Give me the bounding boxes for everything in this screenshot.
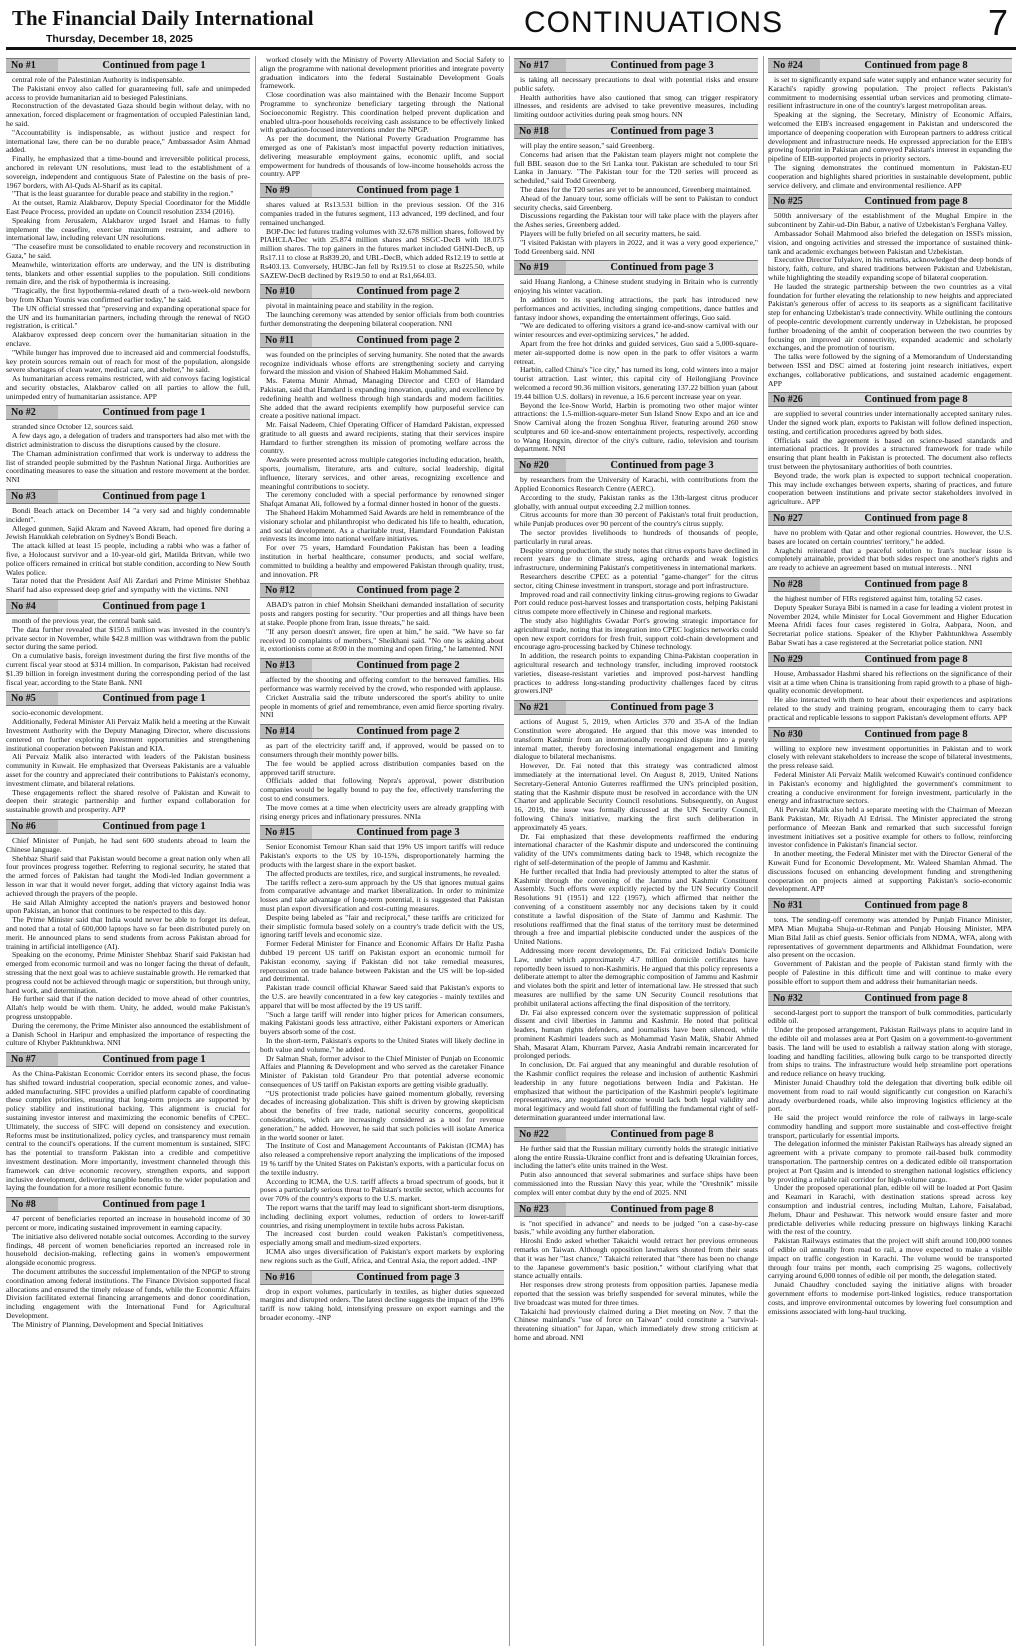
story xyxy=(768,652,1012,723)
story-number: No #30 xyxy=(768,728,820,741)
story-header xyxy=(768,511,1012,526)
story-paragraph: The fee would be applied across distribution companies based on the approved tariff structure. xyxy=(260,758,504,777)
story-paragraph: He also interacted with them to hear about their experiences and aspirations related to the study and training program, encouraging them to carry back practical and replicable lessons to support Pakistan's development efforts. APP xyxy=(768,695,1012,722)
story-paragraph: Takaichi had previously claimed during a Diet meeting on Nov. 7 that the Chinese mainland's "use of force on Taiwan" could constitute a "survival-threatening situation" for Japan, which immediately drew strong criticism at home and abroad. NNI xyxy=(514,1306,758,1342)
story-paragraph: On a cumulative basis, foreign investment during the first five months of the current fiscal year stood at $314 million. In comparison, Pakistan had received $1.39 billion in foreign investment during the corresponding period of the last fiscal year, according to the State Bank. NNI xyxy=(6,651,250,687)
story-header xyxy=(514,458,758,473)
story-number: No #11 xyxy=(260,334,312,347)
story xyxy=(768,727,1012,895)
story-paragraph: "I visited Pakistan with players in 2022, and it was a very good experience," Todd Greenberg said. NNI xyxy=(514,237,758,256)
story-paragraph: is taking all necessary precautions to deal with potential risks and ensure public safety. xyxy=(514,75,758,93)
story-paragraph: The UN official stressed that "preserving and expanding operational space for the UN and its humanitarian partners, including through the renewal of NGO registration, is critical." xyxy=(6,303,250,331)
story-paragraph: Araghchi reiterated that a peaceful solution to Iran's nuclear issue is completely attainable, provided that both sides respect one another's rights and are ready to achieve an agreement based on mutual interests. . NNI xyxy=(768,545,1012,573)
story-number: No #28 xyxy=(768,578,820,591)
story xyxy=(514,458,758,696)
story-paragraph: have no problem with Qatar and other regional countries. However, the U.S. bases are located on certain countries' territory," he added. xyxy=(768,528,1012,546)
story-paragraph: Senior Economist Temour Khan said that 19% US import tariffs will reduce Pakistan's exports to the US by 10-15%, disproportionately harming the products with the largest share in the export basket. xyxy=(260,842,504,869)
story-paragraph: The increased cost burden could weaken Pakistan's competitiveness, especially among small and medium-sized exporters. xyxy=(260,1229,504,1248)
story-header xyxy=(6,599,250,614)
story-paragraph: Alakbarov expressed deep concern over the humanitarian situation in the enclave. xyxy=(6,330,250,348)
continued-from-label: Continued from page 1 xyxy=(102,820,206,832)
story xyxy=(6,1052,250,1193)
story-paragraph: Despite strong production, the study notes that citrus exports have declined in recent years due to climate stress, aging orchards and weak logistics infrastructure, undermining Pakistan's competitiveness in international markets. xyxy=(514,545,758,573)
story xyxy=(6,819,250,1048)
story-paragraph: The signing demonstrates the continued momentum in Pakistan-EU cooperation and highlights shared priorities in sustainable development, public service delivery, and climate and environmental resilience. APP xyxy=(768,162,1012,190)
story-number: No #2 xyxy=(6,406,58,419)
story-header xyxy=(6,1052,250,1067)
continued-from-label: Continued from page 3 xyxy=(610,60,714,71)
story-paragraph: Researchers describe CPEC as a potential "game-changer" for the citrus sector, citing Chinese investment in transport, storage and port infrastructure. xyxy=(514,572,758,590)
story xyxy=(514,260,758,454)
story-header xyxy=(260,583,504,598)
story xyxy=(260,333,504,580)
story-header xyxy=(514,1127,758,1142)
story-header xyxy=(768,577,1012,592)
continued-from-label: Continued from page 8 xyxy=(864,992,968,1004)
story-paragraph: Hiroshi Endo asked whether Takaichi would retract her previous erroneous remarks on Taiwan. Although opposition lawmakers shouted from their seats that it was her "last chance," Takaichi reiterated that "there has been no change to the Japanese government's basic position," without clarifying what that stance actually entails. xyxy=(514,1236,758,1281)
story-paragraph: Addressing more recent developments, Dr. Fai criticized India's Domicile Law, under which approximately 4.7 million domicile certificates have reportedly been issued to non-Kashmiris. He argued that this policy represents a deliberate attempt to alter the demographic composition of Jammu and Kashmir and violates both the spirit and letter of international law. He stressed that such measures are nullified by the same UN Security Council resolutions that prohibit unilateral actions affecting the final disposition of the territory. xyxy=(514,945,758,1008)
continued-from-label: Continued from page 1 xyxy=(102,1199,206,1211)
column-1 xyxy=(6,56,250,1646)
continued-from-label: Continued from page 1 xyxy=(102,693,206,705)
story-number: No #4 xyxy=(6,600,58,613)
story-paragraph: The attack killed at least 15 people, including a rabbi who was a father of five, a Holocaust survivor and a 10-year-old girl, Matilda Britvan, while two police officers remained in critical but stable condition, according to New South Wales police. xyxy=(6,541,250,577)
continued-from-label: Continued from page 2 xyxy=(356,585,460,597)
continued-from-label: Continued from page 8 xyxy=(864,394,968,406)
story-paragraph: Health authorities have also cautioned that smog can trigger respiratory illnesses, and residents are advised to take preventive measures, including limiting outdoor activities during peak smog hours. NN xyxy=(514,92,758,120)
story-paragraph: Government of Pakistan and the people of Pakistan stand firmly with the people of Palestine in this difficult time and will continue to make every possible effort to support them and address their humanitarian needs. xyxy=(768,959,1012,986)
story-number: No #7 xyxy=(6,1053,58,1066)
story-paragraph: Officials said the agreement is based on science-based standards and international practices. It provides a structured framework for trade while ensuring that plant health in Pakistan is protected. The document also reflects trust between the phytosanitary authorities of both countries. xyxy=(768,435,1012,472)
story xyxy=(768,577,1012,648)
story-paragraph: The initiative also delivered notable social outcomes. According to the survey findings, 48 percent of women beneficiaries reported an increased role in household decision-making, reflecting gains in women's empowerment alongside economic progress. xyxy=(6,1231,250,1268)
story-header xyxy=(260,724,504,739)
story-paragraph: The Prime Minister said that India would never be able to forget its defeat, and noted that a total of 600,000 laptops have so far been distributed purely on merit. He announced plans to send students from across Pakistan abroad for training in artificial intelligence (AI). xyxy=(6,915,250,951)
continued-from-label: Continued from page 1 xyxy=(102,60,206,71)
story-number: No #5 xyxy=(6,692,58,705)
story-header xyxy=(260,658,504,673)
continued-from-label: Continued from page 2 xyxy=(356,660,460,672)
story xyxy=(260,583,504,654)
story-paragraph: the highest number of FIRs registered against him, totaling 52 cases. xyxy=(774,594,983,604)
story-number: No #22 xyxy=(514,1128,566,1141)
story-paragraph: are supplied to several countries under internationally accepted sanitary rules. Under the signed work plan, exports to Pakistan will follow defined inspection, testing, and certification procedures agreed by both sides. xyxy=(768,409,1012,436)
continued-from-label: Continued from page 1 xyxy=(102,407,206,419)
story-paragraph: The delegation informed the minister Pakistan Railways has already signed an agreement with a private company to promote rail-based bulk commodity transportation. The partnership centres on a dedicated edible oil transportation project at Port Qasim and is intended to strengthen national logistics efficiency by providing a reliable rail corridor for high-volume cargo. xyxy=(768,1139,1012,1184)
story xyxy=(260,658,504,720)
story-paragraph: ABAD's patron in chief Mohsin Sheikhani demanded installation of security posts and rangers posting for security. "Our properties and all things have been at stake. People phone from Iran, issue threats," he said. xyxy=(260,600,504,628)
story xyxy=(6,405,250,485)
story-paragraph: Ambassador Sohail Mahmood also briefed the delegation on ISSI's mission, vision, and ongoing activities and stressed the importance of sustained think-tank and academic exchanges between Pakistan and Uzbekistan. xyxy=(768,228,1012,256)
story-paragraph: socio-economic development. xyxy=(12,708,104,718)
story-paragraph: month of the previous year, the central bank said. xyxy=(12,616,162,626)
story-paragraph: willing to explore new investment opportunities in Pakistan and to work closely with relevant stakeholders to increase the scope of bilateral investments, the press release said. xyxy=(768,743,1012,771)
story xyxy=(260,183,504,280)
continued-from-label: Continued from page 2 xyxy=(356,334,460,346)
story-number: No #21 xyxy=(514,701,566,714)
story-header xyxy=(768,991,1012,1006)
story xyxy=(514,1202,758,1343)
story-paragraph: The Pakistani envoy also called for guaranteeing full, safe and unimpeded access to provide humanitarian aid to besieged Palestinians. xyxy=(6,83,250,102)
story-paragraph: BOP-Dec led futures trading volumes with 32.678 million shares, followed by PIAHCLA-Dec with 25.874 million shares and SSGC-DecB with 18.075 million shares. The top gainers in the futures market included GHNI-DecB, up Rs17.11 to close at Rs839.20, and UBL-DecB, which added Rs12.19 to settle at Rs403.13. Conversely, HUBC-Jan fell by Rs19.51 to close at Rs225.50, while SAZEW-DecB declined by Rs19.50 to end at Rs1,664.03. xyxy=(260,226,504,280)
story-paragraph: Bondi Beach attack on December 14 "a very sad and highly condemnable incident". xyxy=(6,506,250,524)
story-paragraph: Awards were presented across multiple categories including education, health, sports, journalism, literature, arts and culture, social leadership, digital influence, literary services, and other areas, recognizing excellence and meaningful contributions to society. xyxy=(260,455,504,491)
story-header xyxy=(768,194,1012,209)
story-number: No #32 xyxy=(768,992,820,1005)
story-paragraph: The launching ceremony was attended by senior officials from both countries further demonstrating the deepening bilateral cooperation. NNI xyxy=(260,310,504,328)
story-paragraph: House, Ambassador Hashmi shared his reflections on the significance of their visit at a time when China is transitioning from rapid growth to a phase of high-quality economic development. xyxy=(768,668,1012,696)
story-header xyxy=(6,1197,250,1212)
story-paragraph: Citrus accounts for more than 30 percent of Pakistan's total fruit production, while Punjab produces over 90 percent of the country's citrus supply. xyxy=(514,510,758,529)
story-paragraph: Concerns had arisen that the Pakistan team players might not complete the full BBL season due to the Sri Lanka tour. Pakistan are scheduled to tour Sri Lanka in January. "The Pakistan tour for the T20 series will proceed as scheduled," said Todd Greenberg. xyxy=(514,149,758,186)
story-paragraph: Alleged gunmen, Sajid Akram and Naveed Akram, had opened fire during a Jewish Hanukkah celebration on Sydney's Bondi Beach. xyxy=(6,523,250,542)
continued-from-label: Continued from page 3 xyxy=(610,125,714,137)
story-paragraph: Apart from the free hot drinks and guided services, Guo said a 5,000-square-meter air-supported dome is now open in the park to offer visitors a warm retreat. xyxy=(514,338,758,366)
story-paragraph: A few days ago, a delegation of traders and transporters had also met with the district administration to discuss the disruptions caused by the closure. xyxy=(6,431,250,450)
story-number: No #1 xyxy=(6,59,58,72)
story-paragraph: Executive Director Tulyakov, in his remarks, acknowledged the deep bonds of history, faith, culture, and shared traditions between Pakistan and Uzbekistan, while highlighting the steadily expanding scope of bilateral cooperation. xyxy=(768,255,1012,282)
story-paragraph: He further said that the Russian military currently holds the strategic initiative along the entire Russia-Ukraine conflict front and is defeating Ukrainian forces, including the latter's elite units trained in the West. xyxy=(514,1143,758,1171)
story xyxy=(768,194,1012,388)
story-paragraph: Pakistan trade council official Khawar Saeed said that Pakistan's exports to the U.S. are heavily concentrated in a few key categories - mainly textiles and apparel that will be most affected by the 19 US tariff. xyxy=(260,983,504,1010)
story-paragraph: "While hunger has improved due to increased aid and commercial foodstuffs, key protein sources remain out of reach for most of the population, alongside severe shortages of clean water, medical care, and shelter," he said. xyxy=(6,347,250,375)
story xyxy=(260,825,504,1265)
story-paragraph: These engagements reflect the shared resolve of Pakistan and Kuwait to deepen their strategic partnership and further expand collaboration for sustainable growth and prosperity. APP xyxy=(6,787,250,815)
story-number: No #6 xyxy=(6,820,58,833)
page-number: 7 xyxy=(987,2,1008,43)
column-divider xyxy=(763,56,764,1646)
story-header xyxy=(514,700,758,715)
story-paragraph: central role of the Palestinian Authority is indispensable. xyxy=(12,75,185,84)
story-paragraph: In another meeting, the Federal Minister met with the Director General of the Kuwait Fund for Economic Development, Mr. Waleed Shamlan Ahmad. The discussions focused on enhancing development funding and strengthening cooperation on projects aimed at supporting Pakistan's socio-economic development. APP xyxy=(768,849,1012,894)
story-header xyxy=(6,58,250,73)
story-paragraph: drop in export volumes, particularly in textiles, as higher duties squeezed margins and disrupted orders. The latest decline suggests the impact of the 19% tariff is now taking hold, intensifying pressure on export earnings and the broader economy. -INP xyxy=(260,1286,504,1323)
story-number: No #8 xyxy=(6,1198,58,1211)
story-paragraph: In addition, the research points to expanding China-Pakistan cooperation in agricultural research and technology transfer, including improved rootstock varieties, disease-resistant varieties and improved post-harvest handling practices to address long-standing productivity challenges faced by citrus growers.INP xyxy=(514,651,758,696)
story-paragraph: tons. The sending-off ceremony was attended by Punjab Finance Minister, MPA Mian Mujtaba Shuja-ur-Rehman and Punjab Housing Minister, MPA Mian Bilal Jalil as chief guests. Senior officials from NDMA, WFA, along with representatives of government departments and Alkhidmat Foundation, were also present on the occasion. xyxy=(768,915,1012,960)
story-header xyxy=(260,1270,504,1285)
story-number: No #27 xyxy=(768,512,820,525)
story xyxy=(260,1270,504,1323)
story-header xyxy=(6,691,250,706)
story-paragraph: "Accountability is indispensable, as without justice and respect for international law, there can be no durable peace," Ambassador Asim Ahmad added. xyxy=(6,127,250,155)
story-paragraph: Despite being labeled as "fair and reciprocal," these tariffs are criticized for their simplistic formula based solely on a country's trade deficit with the US, ignoring tariff levels and economic size. xyxy=(260,912,504,940)
story-paragraph: Close coordination was also maintained with the Benazir Income Support Programme to synchronize beneficiary targeting through the National Socioeconomic Registry. This coordination helped prevent duplication and enabled ultra-poor households receiving cash assistance to be effectively linked with graduation-focused interventions under the NPGP. xyxy=(260,90,504,135)
story-paragraph: Ali Pervaiz Malik also held a separate meeting with the Chairman of Meezan Bank Pakistan, Mr. Riyadh Al Edrissi. The Minister appreciated the strong performance of Meezan Bank and remarked that such successful foreign investment initiatives set a positive example for others to follow, reinforcing investor confidence in Pakistan's financial sector. xyxy=(768,805,1012,850)
story-number: No #12 xyxy=(260,584,312,597)
continued-from-label: Continued from page 8 xyxy=(864,196,968,208)
newspaper-name: The Financial Daily International xyxy=(12,6,314,30)
story-number: No #10 xyxy=(260,285,312,298)
story-header xyxy=(514,1202,758,1217)
story-number: No #14 xyxy=(260,725,312,738)
story-header xyxy=(6,405,250,420)
story-paragraph: Dr. Fai emphasized that these developments reaffirmed the enduring international character of the Kashmir dispute and underscored the continuing validity of the UN's commitments dating back to 1948, which recognize the right of self-determination of the people of Jammu and Kashmir. xyxy=(514,831,758,867)
story-paragraph: "US protectionist trade policies have gained momentum globally, reversing decades of increasing globalization. This shift is driven by growing skepticism about the benefits of free trade, national security concerns, geopolitical considerations, which are increasingly considered as a tool for revenue generation," he added. However, he said that such policies will isolate America in the world sooner or later. xyxy=(260,1088,504,1142)
story-paragraph: Putin also announced that several submarines and surface ships have been commissioned into the Russian Navy this year, while the "Oreshnik" missile complex will enter combat duty by the end of 2025. NNI xyxy=(514,1170,758,1197)
continued-from-label: Continued from page 3 xyxy=(610,702,714,714)
story-paragraph: Federal Minister Ali Pervaiz Malik welcomed Kuwait's continued confidence in Pakistan's economy and highlighted the government's commitment to creating a conducive environment for foreign investment, particularly in the energy and infrastructure sectors. xyxy=(768,770,1012,806)
story-paragraph: Under the proposed operational plan, edible oil will be loaded at Port Qasim and Keamari in Karachi, with destination stations spread across key consumption and industrial centres, including Multan, Lahore, Faisalabad, Jhelum, Dhaur and Peshawar. This network would ensure faster and more predictable deliveries while reducing pressure on highways linking Karachi with the rest of the country. xyxy=(768,1183,1012,1237)
story-paragraph: affected by the shooting and offering comfort to the bereaved families. His performance was warmly received by the crowd, who responded with applause. xyxy=(260,675,504,694)
story-paragraph: Reconstruction of the devastated Gaza should begin without delay, with no annexation, forced displacement or fragmentation of occupied Palestinian land, he said. xyxy=(6,101,250,128)
story-paragraph: Beyond the Ice-Snow World, Harbin is promoting two other major winter attractions: the 1.5-million-square-meter Sun Island Snow Expo and an ice and Snow Carnival along the frozen Songhua River, featuring around 260 snow sculptures and 60 ice-and-snow entertainment projects, respectively, according to Wang Hongxin, director of the city's culture, radio, television and tourism department. NNI xyxy=(514,400,758,454)
story-paragraph: "We are dedicated to offering visitors a grand ice-and-snow carnival with our winter resources and ever-optimizing services," he added. xyxy=(514,321,758,340)
story-paragraph: Officials added that following Nepra's approval, power distribution companies would be legally bound to pay the fee, effectively transferring the cost to end consumers. xyxy=(260,776,504,803)
column-divider xyxy=(255,56,256,1646)
story-number: No #23 xyxy=(514,1203,566,1216)
story xyxy=(260,284,504,328)
story-paragraph: Ms. Fatema Munir Ahmad, Managing Director and CEO of Hamdard Pakistan, said that Hamdard is expanding innovation, quality, and excellence by redefining health and wellness through high standards and modern facilities. She added that the award recipients exemplify how purposeful service can create a positive national impact. xyxy=(260,376,504,421)
story-paragraph: However, Dr. Fai noted that this strategy was contradicted almost immediately at the international level. On August 8, 2019, United Nations Secretary-General Antonio Guterres reaffirmed the UN's principled position, stating that the Kashmir dispute must be resolved in accordance with the UN Charter and applicable Security Council resolutions. Subsequently, on August 16, 2019, the issue was formally discussed at the UN Security Council, following China's initiative, marking the first such deliberation in approximately 45 years. xyxy=(514,761,758,832)
continued-from-label: Continued from page 1 xyxy=(102,601,206,613)
story-paragraph: ICMA also urges diversification of Pakistan's export markets by exploring new regions such as the Gulf, Africa, and Central Asia, the report added. -INP xyxy=(260,1247,504,1265)
story-paragraph: as part of the electricity tariff and, if approved, would be passed on to consumers through their monthly power bills. xyxy=(260,741,504,759)
story-header xyxy=(768,727,1012,742)
column-4 xyxy=(768,56,1012,1646)
story-paragraph: stranded since October 12, sources said. xyxy=(12,422,134,432)
article-columns xyxy=(6,56,1016,1646)
story-paragraph: The talks were followed by the signing of a Memorandum of Understanding between ISSI and DSC aimed at fostering joint research initiatives, expert exchanges, collaborative publications, and sustained academic engagement. APP xyxy=(768,352,1012,388)
story-header xyxy=(260,183,504,198)
story-paragraph: Under the proposed arrangement, Pakistan Railways plans to acquire land in the edible oil and molasses area at Port Qasim on a government-to-government basis. The land will be used to establish a railway station along with storage, loading and handling facilities, allowing bulk cargo to be transported directly from ships to trains. The infrastructure would help streamline port operations and reduce reliance on heavy trucking. xyxy=(768,1025,1012,1079)
continued-from-label: Continued from page 8 xyxy=(864,900,968,912)
story-paragraph: He further said that if the nation decided to move ahead of other countries, Allah's help would be with them. Unity, he added, would make Pakistan's progress unstoppable. xyxy=(6,994,250,1021)
story-paragraph: He said the project would reinforce the role of railways in large-scale commodity handling and support more sustainable and cost-effective freight transport, particularly for essential imports. xyxy=(768,1113,1012,1140)
story-paragraph: As humanitarian access remains restricted, with aid convoys facing logistical and security obstacles, Alakbarov called on all parties to allow the full, unimpeded entry of humanitarian assistance. APP xyxy=(6,374,250,401)
story-header xyxy=(768,898,1012,913)
story-paragraph: Meanwhile, winterization efforts are underway, and the UN is distributing tents, blankets and other essential supplies to the population. Still conditions remain dire, and the risk of hypothermia is increasing. xyxy=(6,259,250,287)
story-paragraph: "If any person doesn't answer, fire open at him," he said. "We have so far received 10 complaints of members," Sheikhani said. "No one is asking about it, extortionists come at 8:00 in the morning and open firing," he lamented. NNI xyxy=(260,626,504,654)
story xyxy=(260,724,504,821)
story-paragraph: 47 percent of beneficiaries reported an increase in household income of 30 percent or more, indicating sustained improvement in earning capacity. xyxy=(6,1214,250,1233)
story-header xyxy=(768,392,1012,407)
story-header xyxy=(260,284,504,299)
story-number: No #13 xyxy=(260,659,312,672)
story-paragraph: He lauded the strategic partnership between the two countries as a vital foundation for further elevating the relationship to new heights and appreciated Pakistan's generous offer of access to its seaports as a significant facilitative step for enhancing Uzbekistan's trade connectivity. While outlining the contours of people-centric development currently underway in Uzbekistan, he proposed further broadening of the ambit of cooperation between the two countries by focusing on improved air connectivity, expanded academic and scholarly exchanges, and the promotion of tourism. xyxy=(768,281,1012,353)
story-paragraph: by researchers from the University of Karachi, with contributions from the Applied Economics Research Centre (AERC). xyxy=(514,475,758,494)
column-3 xyxy=(514,56,758,1646)
story xyxy=(6,489,250,595)
story-paragraph: Finally, he emphasized that a time-bound and irreversible political process, anchored in relevant UN resolutions, must lead to the establishment of a sovereign, independent and contiguous State of Palestine on the basis of pre-1967 borders, with Al-Quds Al-Sharif as its capital. xyxy=(6,154,250,190)
story-paragraph: Ali Pervaiz Malik also interacted with leaders of the Pakistan business community in Kuwait. He emphasized that Overseas Pakistanis are a valuable asset for the country and appreciated their contributions to Pakistan's economy, investment climate, and bilateral relations. xyxy=(6,752,250,788)
story-paragraph: According to ICMA, the U.S. tariff affects a broad spectrum of goods, but it poses a particularly serious threat to Pakistan's textile sector, which accounts for over 70% of the country's exports to the U.S. market. xyxy=(260,1176,504,1204)
continued-from-label: Continued from page 2 xyxy=(356,726,460,738)
continued-from-label: Continued from page 8 xyxy=(864,728,968,740)
story-paragraph: The document attributes the successful implementation of the NPGP to strong coordination among federal institutions. The Finance Division supported fiscal allocations and ensured the timely release of funds, while the Economic Affairs Division facilitated external financing arrangements and donor coordination, including engagement with the International Fund for Agricultural Development. xyxy=(6,1267,250,1321)
story-paragraph: During the ceremony, the Prime Minister also announced the establishment of a Danish School in Haripur and emphasized the importance of respecting the culture of Khyber Pakhtunkhwa. NNI xyxy=(6,1020,250,1048)
story-paragraph: In the short-term, Pakistan's exports to the United States will likely decline in both value and volume," he added. xyxy=(260,1035,504,1054)
story-number: No #24 xyxy=(768,59,820,72)
story-paragraph: The sector provides livelihoods to hundreds of thousands of people, particularly in rural areas. xyxy=(514,528,758,546)
story-paragraph: Improved road and rail connectivity linking citrus-growing regions to Gwadar Port could reduce post-harvest losses and transportation costs, helping Pakistani citrus compete more effectively in Chinese and regional markets. xyxy=(514,589,758,617)
story-paragraph: The Shaheed Hakim Mohammed Said Awards are held in remembrance of the visionary scholar and philanthropist who dedicated his life to health, education, and social development. As a charitable trust, Hamdard Foundation Pakistan reinvests its income into national welfare initiatives. xyxy=(260,508,504,544)
story xyxy=(514,700,758,1123)
story-paragraph: Discussions regarding the Pakistan tour will take place with the players after the Ashes series, Greenberg added. xyxy=(514,211,758,230)
story-paragraph: The Ministry of Planning, Development and Special Initiatives xyxy=(12,1319,204,1329)
story-header xyxy=(514,260,758,275)
continued-from-label: Continued from page 3 xyxy=(356,827,460,839)
story xyxy=(260,56,504,179)
story-number: No #15 xyxy=(260,826,312,839)
story-paragraph: is set to significantly expand safe water supply and enhance water security for Karachi's rapidly growing population. The project reflects Pakistan's commitment to modernising essential urban services and promoting climate-resilient infrastructure in one of the country's largest metropolitan areas. xyxy=(768,75,1012,111)
column-divider xyxy=(509,56,510,1646)
story-paragraph: Cricket Australia said the tribute underscored the sport's ability to unite people in moments of grief and remembrance, even amid fierce sporting rivalry. NNI xyxy=(260,692,504,720)
story-paragraph: Mr. Faisal Nadeem, Chief Operating Officer of Hamdard Pakistan, expressed gratitude to all guests and award recipients, stating that their services inspire Hamdard to further strengthen its mission of promoting welfare across the country. xyxy=(260,420,504,456)
story-paragraph: The study also highlights Gwadar Port's growing strategic importance for agricultural trade, noting that its integration into CPEC logistics networks could open new export corridors for fresh fruit, support cold-chain development and encourage agro-processing backed by Chinese technology. xyxy=(514,616,758,652)
continued-from-label: Continued from page 1 xyxy=(356,185,460,197)
story-paragraph: Shehbaz Sharif said that Pakistan would become a great nation only when all four provinces progress together. Referring to regional security, he stated that the armed forces of Pakistan had taught the Modi-led Indian government a lesson in war that it would never forget, adding that victory against India was achieved through the prayers of the people. xyxy=(6,853,250,898)
section-title: CONTINUATIONS xyxy=(524,6,784,39)
story-number: No #17 xyxy=(514,59,566,72)
story-paragraph: Pakistan Railways estimates that the project will shift around 100,000 tonnes of edible oil annually from road to rail, a move expected to make a visible impact on traffic congestion in Karachi. The volume would be transported through four trains per month, each comprising 25 wagons, collectively carrying around 6,000 tonnes of edible oil per month, the delegation stated. xyxy=(768,1236,1012,1281)
story-number: No #3 xyxy=(6,490,58,503)
story xyxy=(768,58,1012,190)
continued-from-label: Continued from page 8 xyxy=(610,1203,714,1215)
story-paragraph: The move comes at a time when electricity users are already grappling with rising energy prices and inflationary pressures. NNIa xyxy=(260,802,504,821)
story xyxy=(768,991,1012,1317)
story-header xyxy=(6,819,250,834)
story-paragraph: Speaking from Jerusalem, Alakbarov urged Israel and Hamas to fully implement the ceasefire, exercise maximum restraint, and adhere to international law, including relevant UN resolutions. xyxy=(6,215,250,243)
story-paragraph: "Tragically, the first hypothermia-related death of a two-week-old newborn boy from Khan Younis was confirmed earlier today," he said. xyxy=(6,286,250,304)
story-paragraph: Harbin, called China's "ice city," has turned its long, cold winters into a major tourist attraction. Last winter, this capital city of Heilongjiang Province welcomed a record 90.36 million visitors, generating 137.22 billion yuan (about 19.44 billion U.S. dollars) in revenue, a 16.6 percent increase year on year. xyxy=(514,365,758,401)
story-paragraph: was founded on the principles of serving humanity. She noted that the awards recognize individuals whose efforts are strengthening society and carrying forward the mission and vision of Shaheed Hakim Mohammed Said. xyxy=(260,349,504,377)
story-paragraph: Speaking on the economy, Prime Minister Shehbaz Sharif said Pakistan had emerged from economic turmoil and was no longer facing the threat of default, stressing that the next goal was to achieve sustainable growth. He remarked that progress could not be achieved through magic or superstition, but through unity, hard work, and determination. xyxy=(6,950,250,995)
story xyxy=(514,1127,758,1198)
story-number: No #29 xyxy=(768,653,820,666)
story xyxy=(768,511,1012,573)
story-paragraph: The Chaman administration confirmed that work is underway to address the list of stranded people submitted by the Pashtun National Jirga. Authorities are coordinating measures to ease the situation and restore movement at the border. NNI xyxy=(6,448,250,485)
story-paragraph: will play the entire season," said Greenberg. xyxy=(520,140,655,150)
story-header xyxy=(768,652,1012,667)
story-paragraph: At the outset, Ramiz Alakbarov, Deputy Special Coordinator for the Middle East Peace Process, provided an update on Council resolution 2334 (2016). xyxy=(6,198,250,216)
continued-from-label: Continued from page 8 xyxy=(864,513,968,525)
story-paragraph: shares valued at Rs13.531 billion in the previous session. Of the 316 companies traded in the futures segment, 113 advanced, 199 declined, and four remained unchanged. xyxy=(260,200,504,227)
story-number: No #16 xyxy=(260,1271,312,1284)
story-paragraph: Speaking at the signing, the Secretary, Ministry of Economic Affairs, welcomed the EIB's increased engagement in Pakistan and underscored the importance of deepening cooperation with European partners to address critical development and infrastructure needs. He expressed appreciation for the EIB's growing footprint in Pakistan and conveyed Pakistan's interest in expanding the pipeline of EIB-supported projects in priority sectors. xyxy=(768,110,1012,164)
story-header xyxy=(514,58,758,73)
story-paragraph: The report warns that the tariff may lead to significant short-term disruptions, including declining export volumes, reduction of orders to lower-tariff countries, and rising unemployment in textile hubs across Pakistan. xyxy=(260,1203,504,1230)
story-paragraph: In conclusion, Dr. Fai argued that any meaningful and durable resolution of the Kashmir conflict requires the release and inclusion of authentic Kashmiri leadership in any future negotiations between India and Pakistan. He emphasized that without the participation of the Kashmiri people's legitimate representatives, any negotiated outcome would lack both legal validity and moral legitimacy and would fall short of fulfilling the fundamental right of self-determination guaranteed under international law. xyxy=(514,1060,758,1123)
story-paragraph: "That is the least guarantee for durable peace and stability in the region." xyxy=(12,189,234,199)
story-paragraph: is "not specified in advance" and needs to be judged "on a case-by-case basis," while avoiding any further elaboration. xyxy=(514,1218,758,1237)
story-number: No #26 xyxy=(768,393,820,406)
story-paragraph: He further recalled that India had previously attempted to alter the status of Kashmir through the convening of the Jammu and Kashmir Constituent Assembly. Such efforts were explicitly rejected by the UN Security Council Resolutions 91 (1951) and 122 (1957), which affirmed that neither the convening of a constituent assembly nor any decisions taken by it could constitute a lawful disposition of the State of Jammu and Kashmir. The resolutions reaffirmed that the final status of the territory must be determined through a free and impartial plebiscite conducted under the auspices of the United Nations. xyxy=(514,866,758,947)
story-number: No #20 xyxy=(514,459,566,472)
story-paragraph: As per the document, the National Poverty Graduation Programme has emerged as one of Pakistan's most impactful poverty reduction initiatives, delivering measurable employment gains, economic uplift, and social empowerment for hundreds of thousands of low-income households across the country. APP xyxy=(260,134,504,179)
story xyxy=(514,58,758,120)
story-paragraph: Chief Minister of Punjab, he had sent 600 students abroad to learn the Chinese language. xyxy=(6,835,250,854)
continued-from-label: Continued from page 3 xyxy=(610,460,714,472)
story-number: No #9 xyxy=(260,184,312,197)
continued-from-label: Continued from page 2 xyxy=(356,286,460,298)
masthead xyxy=(0,0,1022,50)
continued-from-label: Continued from page 8 xyxy=(610,1128,714,1140)
story-paragraph: In addition to its sparkling attractions, the park has introduced new performances and activities, including singing competitions, dance battles and fantasy indoor shows, expanding the entertainment offerings, Guo said. xyxy=(514,294,758,322)
story xyxy=(6,58,250,401)
story-paragraph: The Institute of Cost and Management Accountants of Pakistan (ICMA) has also released a comprehensive report analyzing the implications of the imposed 19 % tariff by the United States on Pakistan's exports, with a particular focus on the textile industry. xyxy=(260,1141,504,1177)
story xyxy=(768,898,1012,986)
story-header xyxy=(260,825,504,840)
story-paragraph: The affected products are textiles, rice, and surgical instruments, he revealed. xyxy=(266,868,501,878)
continued-from-label: Continued from page 1 xyxy=(102,1054,206,1066)
story-paragraph: Additionally, Federal Minister Ali Pervaiz Malik held a meeting at the Kuwait Investment Authority with the Deputy Managing Director, where discussions centered on further exploring investment opportunities and strengthening institutional cooperation between Pakistan and KIA. xyxy=(6,717,250,753)
story-paragraph: Beyond trade, the work plan is expected to support technical cooperation. This may include exchanges between experts, sharing of practices, and future cooperation between institutions and private sector stakeholders involved in agriculture.. APP xyxy=(768,470,1012,507)
story-paragraph: Deputy Speaker Suraya Bibi is named in a case for leading a violent protest in November 2024, while Minister for Local Government and Higher Education Meena Afridi faces four cases registered in Golra, Aabpara, Noon, and Secretariat police stations. Speaker of the Khyber Pakhtunkhwa Assembly Babar Swati has a case registered at the Secretariat police station. NNI xyxy=(768,602,1012,648)
story-number: No #18 xyxy=(514,125,566,138)
story-paragraph: 500th anniversary of the establishment of the Mughal Empire in the subcontinent by Zahir-ud-Din Babur, a native of Uzbekistan's Ferghana Valley. xyxy=(768,211,1012,230)
issue-date: Thursday, December 18, 2025 xyxy=(46,33,193,45)
story-paragraph: Tarar noted that the President Asif Ali Zardari and Prime Minister Shehbaz Sharif had also expressed deep grief and sympathy with the victims. NNI xyxy=(6,576,250,595)
story-paragraph: Dr. Fai also expressed concern over the systematic suppression of political dissent and civil liberties in Jammu and Kashmir. He noted that political leaders, human rights defenders, and journalists have been silenced, while prominent Kashmiri leaders such as Mohammad Yasin Malik, Shabir Ahmed Shah, Masarat Alam, Khurram Parvez, Aasia Andrabi remain incarcerated for prolonged periods. xyxy=(514,1007,758,1061)
continued-from-label: Continued from page 8 xyxy=(864,579,968,591)
story-paragraph: Former Federal Minister for Finance and Economic Affairs Dr Hafiz Pasha dubbed 19 percent US tariff on Pakistan export an economic turmoil for Pakistan economy, saying if Pakistan did not take remedial measures, repercussion on trade balance between Pakistan and the US will be lop-sided and detrimental. xyxy=(260,939,504,984)
story-number: No #19 xyxy=(514,261,566,274)
story-paragraph: The ceremony concluded with a special performance by renowned singer Shafqat Amanat Ali, followed by a formal dinner hosted in honor of the guests. xyxy=(260,490,504,509)
story-paragraph: Junaid Chaudhry concluded saying the initiative aligns with broader government efforts to modernise port-linked logistics, reduce transportation costs, and improve environmental outcomes by lowering fuel consumption and emissions associated with long-haul trucking. xyxy=(768,1280,1012,1316)
continued-from-label: Continued from page 8 xyxy=(864,60,968,71)
story-paragraph: The dates for the T20 series are yet to be announced, Greenberg maintained. xyxy=(520,184,752,194)
continued-from-label: Continued from page 8 xyxy=(864,653,968,665)
story-paragraph: According to the study, Pakistan ranks as the 13th-largest citrus producer globally, with annual output exceeding 2.2 million tonnes. xyxy=(514,492,758,511)
story-header xyxy=(6,489,250,504)
story-paragraph: As the China-Pakistan Economic Corridor enters its second phase, the focus has shifted toward industrial cooperation, special economic zones, and value-added manufacturing. SIFC provides a unified platform capable of coordinating these complex priorities, ensuring that long-term projects are supported by policy stability and institutional backing. This alignment is crucial for sustaining investor interest and maximizing the economic benefits of CPEC. Ultimately, the success of SIFC will depend on consistency and execution. Reforms must be institutionalized, policy cycles, and transparency must remain central to the council's operations. If the current momentum is sustained, SIFC has the potential to transform Pakistan into a credible and competitive investment destination. More importantly, investment channeled through this framework can drive economic recovery, strengthen exports, and support inclusive development, delivering tangible benefits to the wider population and laying the foundation for a more resilient economic future. xyxy=(6,1069,250,1193)
story-paragraph: "Such a large tariff will render into higher prices for American consumers, making Pakistani goods less attractive, either Pakistani exporters or American buyers absorb some of the cost. xyxy=(260,1009,504,1037)
story-paragraph: Dr Salman Shah, former advisor to the Chief Minister of Punjab on Economic Affairs and Planning & Development and who served as the caretaker Finance Minister of Pakistan told Grandeur Pro that potential adverse economic consequences of US tariff on Pakistan exports are getting visible gradually. xyxy=(260,1053,504,1089)
story-number: No #25 xyxy=(768,195,820,208)
story-paragraph: He said Allah Almighty accepted the nation's prayers and bestowed honor upon Pakistan, an honor that continues to be respected to this day. xyxy=(6,897,250,916)
story-paragraph: second-largest port to support the transport of bulk commodities, particularly edible oil. xyxy=(768,1007,1012,1026)
story-paragraph: Minister Junaid Chaudhry told the delegation that diverting bulk edible oil movement from road to rail would significantly cut congestion on Karachi's already overburdened roads, while also improving logistics efficiency at the port. xyxy=(768,1077,1012,1114)
story xyxy=(6,599,250,687)
story-paragraph: worked closely with the Ministry of Poverty Alleviation and Social Safety to align the programme with national development priorities and integrate poverty graduation indicators into the federal Sustainable Development Goals framework. xyxy=(260,56,504,91)
masthead-rule xyxy=(6,47,1016,50)
continued-from-label: Continued from page 3 xyxy=(356,1271,460,1283)
story-paragraph: said Huang Jianlong, a Chinese student studying in Britain who is currently enjoying his winter vacation. xyxy=(514,277,758,296)
story-paragraph: "The ceasefire must be consolidated to enable recovery and reconstruction in Gaza," he said. xyxy=(6,242,250,260)
story-paragraph: Players will be fully briefed on all security matters, he said. xyxy=(520,228,701,238)
story-header xyxy=(260,333,504,348)
story-paragraph: pivotal in maintaining peace and stability in the region. xyxy=(266,301,434,311)
continued-from-label: Continued from page 3 xyxy=(610,262,714,274)
story-paragraph: Ahead of the January tour, some officials will be sent to Pakistan to conduct security checks, said Greenberg. xyxy=(514,193,758,212)
story xyxy=(6,1197,250,1329)
story-paragraph: The tariffs reflect a zero-sum approach by the US that ignores mutual gains from comparative advantage and market liberalization. In order to minimize losses and take advantage of long-term potential, it is suggested that Pakistan must plan export diversification and cost-cutting measures. xyxy=(260,877,504,913)
story-paragraph: Her responses drew strong protests from opposition parties. Japanese media reported that the session was briefly suspended for several minutes, while the live broadcast was muted for three times. xyxy=(514,1280,758,1307)
story-header xyxy=(514,124,758,139)
story xyxy=(768,392,1012,507)
column-2 xyxy=(260,56,504,1646)
story-paragraph: For over 75 years, Hamdard Foundation Pakistan has been a leading institution in herbal healthcare, consumer products, and social welfare, committed to building a healthy and empowered Pakistan through quality, trust, and innovation. PR xyxy=(260,543,504,579)
story-header xyxy=(768,58,1012,73)
continued-from-label: Continued from page 1 xyxy=(102,491,206,503)
story-number: No #31 xyxy=(768,899,820,912)
story-paragraph: The data further revealed that $150.5 million was invested in the country's private sector in November, while $42.8 million was withdrawn from the public sector during the same period. xyxy=(6,624,250,652)
story xyxy=(514,124,758,256)
story xyxy=(6,691,250,815)
story-paragraph: actions of August 5, 2019, when Articles 370 and 35-A of the Indian Constitution were abrogated. He argued that this move was intended to transform Kashmir from an internationally recognized dispute into a purely internal matter, thereby foreclosing international engagement and limiting dialogue to bilateral mechanisms. xyxy=(514,717,758,762)
